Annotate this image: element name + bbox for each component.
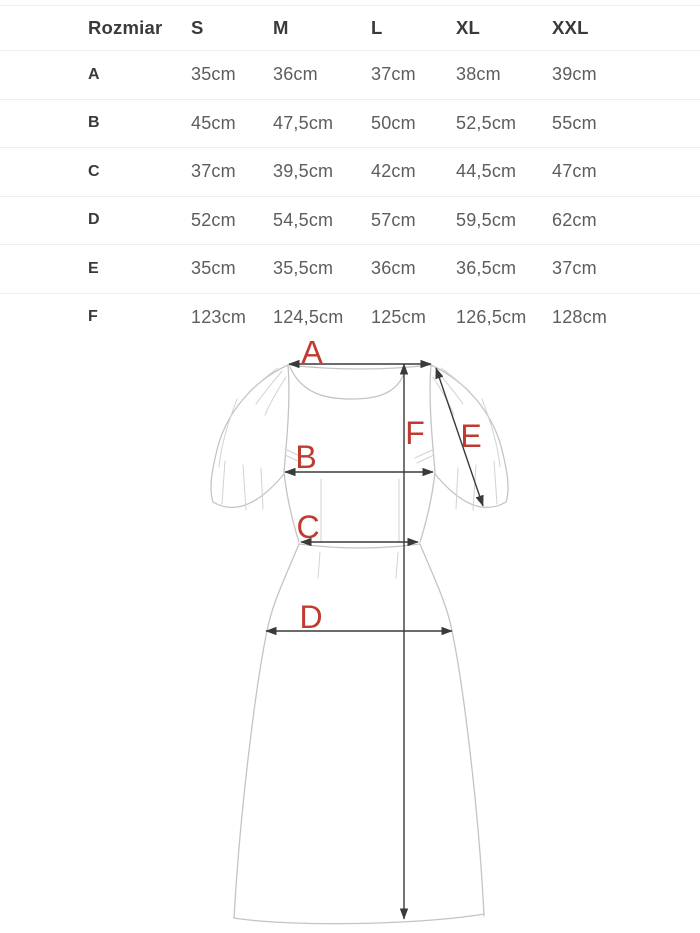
measurement-label-c: C — [296, 509, 320, 545]
measurement-letters — [295, 341, 481, 635]
size-value-cell: 38cm — [456, 64, 501, 85]
size-value-cell: 55cm — [552, 112, 597, 133]
size-value-cell: 54,5cm — [273, 209, 334, 230]
size-value-cell: 52,5cm — [456, 112, 517, 133]
size-value-cell: 57cm — [371, 209, 416, 230]
size-value-cell: 52cm — [191, 209, 236, 230]
size-value-cell: 50cm — [371, 112, 416, 133]
size-value-cell: 42cm — [371, 161, 416, 182]
size-value-cell: 62cm — [552, 209, 597, 230]
table-row-f — [0, 293, 700, 342]
measurement-label-f: F — [405, 415, 425, 451]
size-value-cell: 37cm — [552, 258, 597, 279]
dress-technical-drawing — [0, 341, 700, 933]
table-row-c — [0, 147, 700, 196]
size-value-cell: 36cm — [273, 64, 318, 85]
size-value-cell: 39,5cm — [273, 161, 334, 182]
measurement-label-e: E — [460, 418, 482, 454]
table-row-d — [0, 196, 700, 245]
column-header-m: M — [273, 17, 289, 38]
size-value-cell: 36,5cm — [456, 258, 517, 279]
column-header-l: L — [371, 17, 383, 38]
table-row-e — [0, 244, 700, 293]
row-label: D — [88, 211, 100, 229]
size-value-cell: 125cm — [371, 306, 427, 327]
table-row-b — [0, 99, 700, 148]
size-value-cell: 36cm — [371, 258, 416, 279]
row-label: B — [88, 114, 100, 132]
size-value-cell: 123cm — [191, 306, 247, 327]
column-header-xl: XL — [456, 17, 481, 38]
column-header-s: S — [191, 17, 204, 38]
column-header-xxl: XXL — [552, 17, 589, 38]
measurement-label-b: B — [295, 439, 317, 475]
measurement-label-d: D — [299, 599, 323, 635]
size-value-cell: 128cm — [552, 306, 608, 327]
size-value-cell: 47cm — [552, 161, 597, 182]
size-value-cell: 39cm — [552, 64, 597, 85]
table-row-a — [0, 50, 700, 99]
table-header-row — [0, 5, 700, 50]
measurement-label-a: A — [301, 341, 323, 370]
dress-measurement-diagram — [0, 341, 700, 933]
size-value-cell: 37cm — [191, 161, 236, 182]
size-value-cell: 45cm — [191, 112, 236, 133]
header-size-label: Rozmiar — [88, 17, 163, 38]
size-value-cell: 35cm — [191, 64, 236, 85]
row-label: A — [88, 65, 100, 83]
row-label: C — [88, 162, 100, 180]
size-value-cell: 124,5cm — [273, 306, 344, 327]
size-value-cell: 59,5cm — [456, 209, 517, 230]
size-table — [0, 0, 700, 341]
size-value-cell: 35cm — [191, 258, 236, 279]
size-value-cell: 35,5cm — [273, 258, 334, 279]
size-value-cell: 126,5cm — [456, 306, 527, 327]
size-value-cell: 44,5cm — [456, 161, 517, 182]
dress-detail-lines — [219, 368, 500, 578]
row-label: E — [88, 259, 99, 277]
size-value-cell: 37cm — [371, 64, 416, 85]
row-label: F — [88, 308, 98, 326]
size-value-cell: 47,5cm — [273, 112, 334, 133]
